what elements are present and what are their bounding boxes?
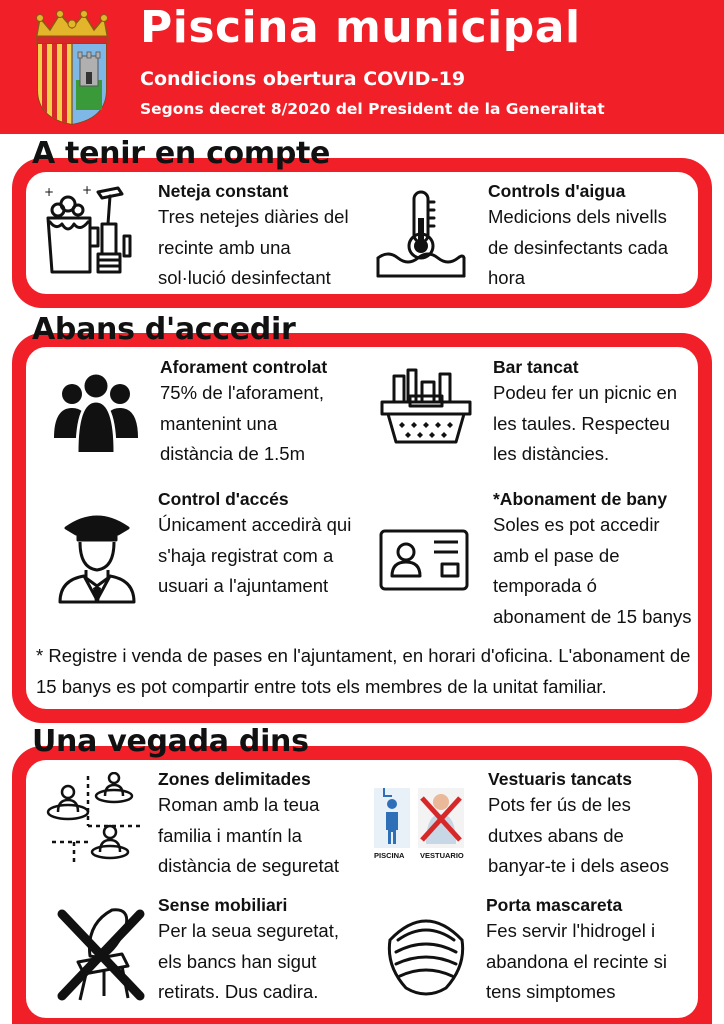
item-title: Zones delimitades: [158, 769, 311, 789]
item-text: 75% de l'aforament, mantenint una distància de 1.5m: [160, 382, 324, 464]
item-title: Sense mobiliari: [158, 895, 288, 915]
header: [0, 0, 724, 134]
item-title: Porta mascareta: [486, 895, 623, 915]
item-text: Medicions dels nivells de desinfectants cada hora: [488, 206, 668, 288]
item-text: Únicament accedirà qui s'haja registrat com a usuari a l'ajuntament: [158, 514, 352, 596]
item-neteja-constant: [158, 180, 373, 294]
item-title: Neteja constant: [158, 181, 289, 201]
item-title: Control d'accés: [158, 489, 289, 509]
item-aforament-controlat: [160, 356, 375, 470]
item-porta-mascareta: [486, 894, 701, 1008]
vestuario-label: VESTUARIO: [420, 851, 464, 860]
item-title: Vestuaris tancats: [488, 769, 632, 789]
item-text: Fes servir l'hidrogel i abandona el recinte si tens simptomes: [486, 920, 668, 1002]
item-bar-tancat: [493, 356, 708, 470]
guard-icon: [56, 508, 138, 604]
piscina-label: PISCINA: [374, 851, 405, 860]
item-abonament-bany: [493, 488, 708, 632]
item-sense-mobiliari: [158, 894, 373, 1008]
distancing-zones-icon: [44, 772, 144, 868]
decree-reference: Segons decret 8/2020 del President de la Generalitat: [140, 100, 605, 118]
water-thermometer-icon: [374, 188, 468, 280]
coat-of-arms-icon: [30, 10, 114, 126]
registration-note: * Registre i venda de pases en l'ajuntament, en horari d'oficina. L'abonament de 15 banys es pot compartir entre tots els membres de la unitat familiar.: [36, 645, 691, 697]
item-text: Per la seua seguretat, els bancs han sigut retirats. Dus cadira.: [158, 920, 339, 1002]
picnic-basket-icon: [380, 366, 472, 446]
cleaning-supplies-icon: [42, 184, 134, 278]
item-title: *Abonament de bany: [493, 489, 668, 509]
svg-text:+: +: [82, 184, 93, 197]
item-controls-aigua: [488, 180, 703, 294]
id-card-icon: [378, 528, 470, 592]
people-group-icon: [52, 368, 140, 456]
item-control-acces: [158, 488, 373, 602]
section-title-a-tenir-en-compte: A tenir en compte: [32, 136, 331, 171]
item-title: Bar tancat: [493, 357, 579, 377]
item-text: Roman amb la teua familia i mantín la distància de seguretat: [158, 794, 340, 876]
item-vestuaris-tancats: [488, 768, 703, 882]
page-subtitle: Condicions obertura COVID-19: [140, 68, 466, 90]
item-title: Controls d'aigua: [488, 181, 626, 201]
item-title: Aforament controlat: [160, 357, 328, 377]
item-text: Pots fer ús de les dutxes abans de banyar-te i dels aseos: [488, 794, 669, 876]
no-chair-icon: [56, 904, 146, 1004]
svg-text:+: +: [44, 185, 55, 199]
item-text: Soles es pot accedir amb el pase de temporada ó abonament de 15 banys: [493, 514, 692, 627]
item-zones-delimitades: [158, 768, 373, 882]
item-text: Tres netejes diàries del recinte amb una sol·lució desinfectant: [158, 206, 349, 288]
page-title: Piscina municipal: [140, 2, 581, 53]
section-title-una-vegada-dins: Una vegada dins: [32, 724, 309, 759]
face-mask-icon: [382, 906, 470, 998]
item-text: Podeu fer un picnic en les taules. Respecteu les distàncies.: [493, 382, 678, 464]
section-title-abans-accedir: Abans d'accedir: [32, 312, 296, 347]
closed-changing-rooms-icon: [372, 784, 468, 860]
